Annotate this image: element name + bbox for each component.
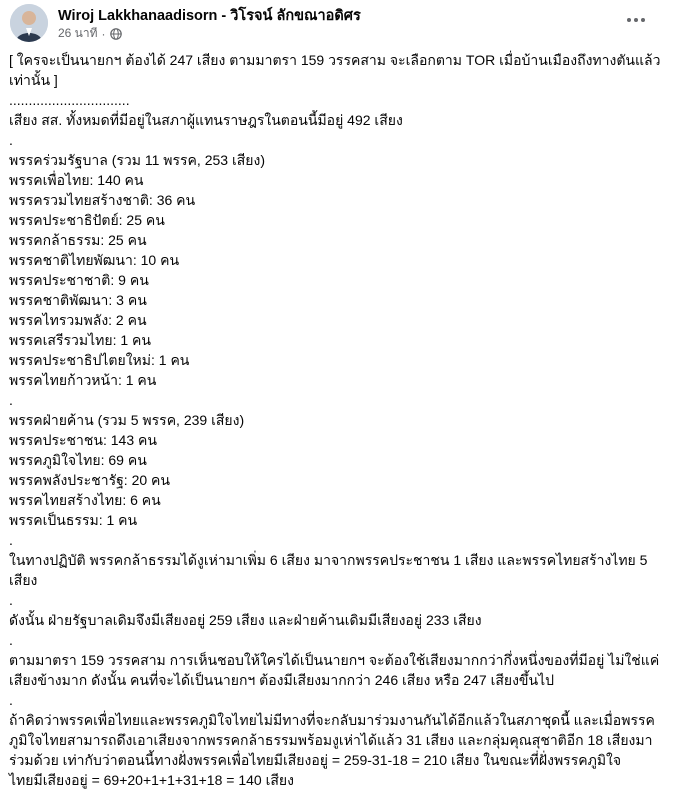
post-line: พรรคฝ่ายค้าน (รวม 5 พรรค, 239 เสียง) — [9, 412, 245, 428]
post-line: ถ้าคิดว่าพรรคเพื่อไทยและพรรคภูมิใจไทยไม่มีทางที่จะกลับมาร่วมงานกันได้อีกแล้วในสภาชุดนี้ และเมื่อพรรค — [9, 712, 655, 728]
post-line: พรรคพลังประชารัฐ: 20 คน — [9, 472, 170, 488]
post-line: พรรคเป็นธรรม: 1 คน — [9, 512, 138, 528]
meta-separator: · — [101, 26, 106, 41]
post-line: ไทยมีเสียงอยู่ = 69+20+1+1+31+18 = 140 เสียง — [9, 772, 294, 788]
post-time[interactable]: 26 นาที — [58, 26, 98, 40]
more-options-icon[interactable] — [622, 6, 650, 34]
post-body — [9, 50, 665, 790]
post-line: . — [9, 392, 13, 408]
post-line: พรรคชาติไทยพัฒนา: 10 คน — [9, 252, 180, 268]
post-line: เสียง — [9, 572, 38, 588]
post-line: . — [9, 692, 13, 708]
post-line: พรรคเสรีรวมไทย: 1 คน — [9, 332, 151, 348]
post-line: พรรคไทรวมพลัง: 2 คน — [9, 312, 147, 328]
post-line: พรรคชาติพัฒนา: 3 คน — [9, 292, 147, 308]
post-line: พรรครวมไทยสร้างชาติ: 36 คน — [9, 192, 196, 208]
post-line: พรรคเพื่อไทย: 140 คน — [9, 172, 144, 188]
post-line: เท่านั้น ] — [9, 72, 58, 88]
post-line: พรรคประชาชาติ: 9 คน — [9, 272, 149, 288]
post-line: เสียงข้างมาก ดังนั้น คนที่จะได้เป็นนายกฯ ต้องมีเสียงมากกว่า 246 เสียง หรือ 247 เสียงขึ้นไป — [9, 672, 555, 688]
post-line: พรรคร่วมรัฐบาล (รวม 11 พรรค, 253 เสียง) — [9, 152, 265, 168]
post-line: . — [9, 592, 13, 608]
author-name[interactable]: Wiroj Lakkhanaadisorn - วิโรจน์ ลักขณาอดิศร — [58, 8, 361, 24]
post-header — [0, 0, 674, 48]
post-line: พรรคประชาชน: 143 คน — [9, 432, 157, 448]
post-line: พรรคกล้าธรรม: 25 คน — [9, 232, 147, 248]
post-line: . — [9, 632, 13, 648]
author-avatar[interactable] — [10, 4, 48, 42]
post-line: ตามมาตรา 159 วรรคสาม การเห็นชอบให้ใครได้เป็นนายกฯ จะต้องใช้เสียงมากกว่ากึ่งหนึ่งของที่มีอยู่ ไม่ใช่แค่ — [9, 652, 660, 668]
post-line: . — [9, 132, 13, 148]
post-line: พรรคไทยก้าวหน้า: 1 คน — [9, 372, 157, 388]
globe-icon[interactable] — [110, 28, 122, 40]
post-line: [ ใครจะเป็นนายกฯ ต้องได้ 247 เสียง ตามมาตรา 159 วรรคสาม จะเลือกตาม TOR เมื่อบ้านเมืองถึงทางตันแล้ว — [9, 52, 661, 68]
post-meta — [58, 24, 122, 43]
post-line: ร่วมด้วย เท่ากับว่าตอนนี้ทางฝั่งพรรคเพื่อไทยมีเสียงอยู่ = 259-31-18 = 210 เสียง ในขณะที่ฝั่งพรรคภูมิใจ — [9, 752, 622, 768]
post-line: พรรคประชาธิปัตย์: 25 คน — [9, 212, 165, 228]
post-line: ภูมิใจไทยสามารถดึงเอาเสียงจากพรรคกล้าธรรมพร้อมงูเห่าได้แล้ว 31 เสียง และกลุ่มคุณสุชาติอีก 18 เสียงมา — [9, 732, 653, 748]
post-line: . — [9, 532, 13, 548]
post-line: พรรคไทยสร้างไทย: 6 คน — [9, 492, 161, 508]
post-line: ในทางปฏิบัติ พรรคกล้าธรรมได้งูเห่ามาเพิ่ม 6 เสียง มาจากพรรคประชาชน 1 เสียง และพรรคไทยสร้างไทย 5 — [9, 552, 648, 568]
post-line: ดังนั้น ฝ่ายรัฐบาลเดิมจึงมีเสียงอยู่ 259 เสียง และฝ่ายค้านเดิมมีเสียงอยู่ 233 เสียง — [9, 612, 482, 628]
post-line: ............................... — [9, 92, 130, 108]
post-line: เสียง สส. ทั้งหมดที่มีอยู่ในสภาผู้แทนราษฎรในตอนนี้มีอยู่ 492 เสียง — [9, 112, 403, 128]
post-line: พรรคภูมิใจไทย: 69 คน — [9, 452, 147, 468]
post-line: พรรคประชาธิปไตยใหม่: 1 คน — [9, 352, 190, 368]
